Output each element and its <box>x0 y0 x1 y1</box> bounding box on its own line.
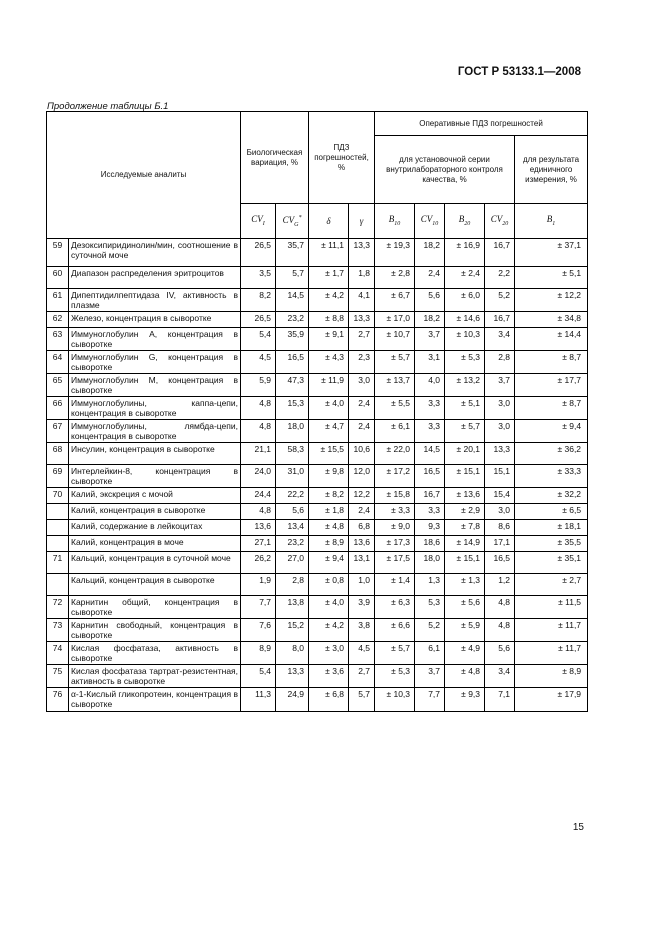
b1-value: ± 32,2 <box>515 488 588 504</box>
cv10-value: 18,2 <box>415 239 445 267</box>
cv20-value: 17,1 <box>485 536 515 552</box>
cvg-value: 22,2 <box>276 488 309 504</box>
gamma-symbol: γ <box>349 204 375 239</box>
cvg-value: 35,9 <box>276 328 309 351</box>
b20-value: ± 10,3 <box>445 328 485 351</box>
cv20-value: 3,0 <box>485 504 515 520</box>
b10-value: ± 10,7 <box>375 328 415 351</box>
cv10-value: 3,3 <box>415 397 445 420</box>
b10-value: ± 1,4 <box>375 574 415 596</box>
cv20-value: 8,6 <box>485 520 515 536</box>
analyte-name: Калий, содержание в лейкоцитах <box>69 520 241 536</box>
b20-value: ± 2,9 <box>445 504 485 520</box>
page-number: 15 <box>572 822 584 833</box>
delta-value: ± 4,8 <box>309 520 349 536</box>
analyte-name: Дезоксипиридинолин/мин, соотношение в суточной моче <box>69 239 241 267</box>
gamma-value: 10,6 <box>349 443 375 465</box>
cv20-value: 5,2 <box>485 289 515 312</box>
cv20-value: 2,2 <box>485 267 515 289</box>
cvi-value: 4,8 <box>241 397 276 420</box>
cvg-value: 24,9 <box>276 688 309 712</box>
gamma-value: 2,3 <box>349 351 375 374</box>
delta-value: ± 1,7 <box>309 267 349 289</box>
b10-value: ± 6,6 <box>375 619 415 642</box>
analyte-name: Интерлейкин-8, концентрация в сыворотке <box>69 465 241 488</box>
b1-value: ± 35,5 <box>515 536 588 552</box>
table-row <box>47 596 588 619</box>
cvg-value: 47,3 <box>276 374 309 397</box>
row-number: 66 <box>47 397 69 420</box>
b20-value: ± 5,1 <box>445 397 485 420</box>
b20-value: ± 5,9 <box>445 619 485 642</box>
row-number: 61 <box>47 289 69 312</box>
cv10-value: 5,6 <box>415 289 445 312</box>
gamma-value: 2,4 <box>349 420 375 443</box>
cv20-value: 7,1 <box>485 688 515 712</box>
table-row <box>47 351 588 374</box>
table-row <box>47 504 588 520</box>
table-row <box>47 642 588 665</box>
b20-value: ± 7,8 <box>445 520 485 536</box>
cv10-value: 16,5 <box>415 465 445 488</box>
cvg-value: 23,2 <box>276 536 309 552</box>
row-number: 71 <box>47 552 69 574</box>
cv20-value: 16,7 <box>485 239 515 267</box>
table-body <box>47 239 588 712</box>
cvi-value: 7,7 <box>241 596 276 619</box>
b10-value: ± 3,3 <box>375 504 415 520</box>
cv10-value: 4,0 <box>415 374 445 397</box>
b10-value: ± 9,0 <box>375 520 415 536</box>
b10-value: ± 5,7 <box>375 642 415 665</box>
delta-symbol: δ <box>309 204 349 239</box>
analyte-name: Кислая фосфатаза, активность в сыворотке <box>69 642 241 665</box>
gamma-value: 5,7 <box>349 688 375 712</box>
row-number: 72 <box>47 596 69 619</box>
cv10-value: 6,1 <box>415 642 445 665</box>
b20-value: ± 5,7 <box>445 420 485 443</box>
cvg-value: 27,0 <box>276 552 309 574</box>
analyte-name: Калий, концентрация в сыворотке <box>69 504 241 520</box>
row-number: 67 <box>47 420 69 443</box>
table-header <box>47 112 588 239</box>
cvg-value: 13,8 <box>276 596 309 619</box>
operative-header: Оперативные ПДЗ погрешностей <box>375 112 588 136</box>
table-row <box>47 289 588 312</box>
gamma-value: 3,9 <box>349 596 375 619</box>
b10-value: ± 13,7 <box>375 374 415 397</box>
b10-value: ± 17,2 <box>375 465 415 488</box>
cv20-value: 3,4 <box>485 665 515 688</box>
b1-value: ± 17,7 <box>515 374 588 397</box>
delta-value: ± 0,8 <box>309 574 349 596</box>
b1-value: ± 6,5 <box>515 504 588 520</box>
gamma-value: 12,0 <box>349 465 375 488</box>
cvi-value: 4,8 <box>241 420 276 443</box>
table-row <box>47 420 588 443</box>
delta-value: ± 4,0 <box>309 596 349 619</box>
analyte-name: Железо, концентрация в сыворотке <box>69 312 241 328</box>
delta-value: ± 15,5 <box>309 443 349 465</box>
cvg-value: 58,3 <box>276 443 309 465</box>
cv20-value: 5,6 <box>485 642 515 665</box>
delta-value: ± 4,7 <box>309 420 349 443</box>
analyte-name: α-1-Кислый гликопротеин, концентрация в сыворотке <box>69 688 241 712</box>
row-number: 65 <box>47 374 69 397</box>
table-row <box>47 574 588 596</box>
b10-value: ± 17,0 <box>375 312 415 328</box>
delta-value: ± 4,2 <box>309 619 349 642</box>
table-row <box>47 239 588 267</box>
pdz-header: ПДЗ погрешностей, % <box>309 112 375 204</box>
gamma-value: 4,1 <box>349 289 375 312</box>
row-number: 76 <box>47 688 69 712</box>
cvg-value: 16,5 <box>276 351 309 374</box>
table-row <box>47 536 588 552</box>
data-table <box>46 111 588 712</box>
b1-value: ± 34,8 <box>515 312 588 328</box>
analyte-name: Дипептидилпептидаза IV, активность в плазме <box>69 289 241 312</box>
cvg-value: 8,0 <box>276 642 309 665</box>
delta-value: ± 6,8 <box>309 688 349 712</box>
table-row <box>47 465 588 488</box>
cvg-value: 13,4 <box>276 520 309 536</box>
analyte-name: Калий, экскреция с мочой <box>69 488 241 504</box>
b1-value: ± 14,4 <box>515 328 588 351</box>
table-row <box>47 312 588 328</box>
cv20-value: 15,1 <box>485 465 515 488</box>
b1-value: ± 11,5 <box>515 596 588 619</box>
cv10-value: 3,1 <box>415 351 445 374</box>
gamma-value: 3,0 <box>349 374 375 397</box>
cv10-value: 5,2 <box>415 619 445 642</box>
analytes-header: Исследуемые аналиты <box>47 112 241 239</box>
cv20-value: 4,8 <box>485 596 515 619</box>
b1-value: ± 18,1 <box>515 520 588 536</box>
b1-value: ± 35,1 <box>515 552 588 574</box>
analyte-name: Карнитин общий, концентрация в сыворотке <box>69 596 241 619</box>
cv20-value: 16,7 <box>485 312 515 328</box>
cv10-value: 9,3 <box>415 520 445 536</box>
b20-value: ± 16,9 <box>445 239 485 267</box>
b10-value: ± 17,3 <box>375 536 415 552</box>
b20-value: ± 13,6 <box>445 488 485 504</box>
delta-value: ± 4,2 <box>309 289 349 312</box>
cvi-value: 4,8 <box>241 504 276 520</box>
row-number: 63 <box>47 328 69 351</box>
cv20-value: 3,0 <box>485 420 515 443</box>
cv20-value: 15,4 <box>485 488 515 504</box>
cv20-symbol: $CV_{20}$ <box>485 204 515 239</box>
table-row <box>47 688 588 712</box>
cv10-value: 1,3 <box>415 574 445 596</box>
cv10-value: 5,3 <box>415 596 445 619</box>
cvi-value: 5,9 <box>241 374 276 397</box>
cv20-value: 3,4 <box>485 328 515 351</box>
analyte-name: Карнитин свободный, концентрация в сыворотке <box>69 619 241 642</box>
table-row <box>47 397 588 420</box>
b10-value: ± 6,7 <box>375 289 415 312</box>
cvi-value: 26,2 <box>241 552 276 574</box>
cvg-value: 13,3 <box>276 665 309 688</box>
cv10-value: 18,2 <box>415 312 445 328</box>
gamma-value: 2,7 <box>349 328 375 351</box>
cv10-value: 18,0 <box>415 552 445 574</box>
cv10-symbol: $CV_{10}$ <box>415 204 445 239</box>
cv10-value: 3,3 <box>415 420 445 443</box>
cvg-value: 18,0 <box>276 420 309 443</box>
cvi-value: 26,5 <box>241 239 276 267</box>
b1-value: ± 17,9 <box>515 688 588 712</box>
cv10-value: 18,6 <box>415 536 445 552</box>
b20-value: ± 13,2 <box>445 374 485 397</box>
cv20-value: 3,0 <box>485 397 515 420</box>
gamma-value: 6,8 <box>349 520 375 536</box>
series-header: для установочной серии внутрилабораторного контроля качества, % <box>375 136 515 204</box>
cv20-value: 13,3 <box>485 443 515 465</box>
cvi-value: 11,3 <box>241 688 276 712</box>
b10-value: ± 5,7 <box>375 351 415 374</box>
table-row <box>47 488 588 504</box>
b20-value: ± 5,3 <box>445 351 485 374</box>
gamma-value: 13,1 <box>349 552 375 574</box>
b10-value: ± 10,3 <box>375 688 415 712</box>
delta-value: ± 3,6 <box>309 665 349 688</box>
cv10-value: 2,4 <box>415 267 445 289</box>
row-number <box>47 520 69 536</box>
b20-value: ± 14,9 <box>445 536 485 552</box>
b20-symbol: $B_{20}$ <box>445 204 485 239</box>
cvi-value: 24,4 <box>241 488 276 504</box>
cv10-value: 3,7 <box>415 665 445 688</box>
row-number: 62 <box>47 312 69 328</box>
delta-value: ± 9,4 <box>309 552 349 574</box>
b1-value: ± 8,9 <box>515 665 588 688</box>
cvi-value: 8,9 <box>241 642 276 665</box>
cvg-value: 5,7 <box>276 267 309 289</box>
cvi-value: 1,9 <box>241 574 276 596</box>
b10-value: ± 19,3 <box>375 239 415 267</box>
gamma-value: 1,0 <box>349 574 375 596</box>
b1-value: ± 8,7 <box>515 351 588 374</box>
table-row <box>47 267 588 289</box>
b20-value: ± 15,1 <box>445 465 485 488</box>
gamma-value: 13,6 <box>349 536 375 552</box>
cv10-value: 7,7 <box>415 688 445 712</box>
cv20-value: 4,8 <box>485 619 515 642</box>
delta-value: ± 8,8 <box>309 312 349 328</box>
b20-value: ± 20,1 <box>445 443 485 465</box>
b1-value: ± 11,7 <box>515 619 588 642</box>
b10-value: ± 5,3 <box>375 665 415 688</box>
table-caption: Продолжение таблицы Б.1 <box>47 101 169 112</box>
cvi-value: 5,4 <box>241 328 276 351</box>
b1-value: ± 8,7 <box>515 397 588 420</box>
analyte-name: Иммуноглобулин А, концентрация в сыворотке <box>69 328 241 351</box>
row-number: 75 <box>47 665 69 688</box>
cvi-symbol: $CV_I$ <box>241 204 276 239</box>
table-row <box>47 520 588 536</box>
b20-value: ± 6,0 <box>445 289 485 312</box>
delta-value: ± 11,9 <box>309 374 349 397</box>
single-header: для результата единичного измерения, % <box>515 136 588 204</box>
b20-value: ± 15,1 <box>445 552 485 574</box>
b10-value: ± 17,5 <box>375 552 415 574</box>
row-number: 60 <box>47 267 69 289</box>
b20-value: ± 5,6 <box>445 596 485 619</box>
standard-header: ГОСТ Р 53133.1—2008 <box>457 66 581 78</box>
b20-value: ± 4,8 <box>445 665 485 688</box>
bio-variation-header: Биологическая вариация, % <box>241 112 309 204</box>
table-row <box>47 552 588 574</box>
cvi-value: 21,1 <box>241 443 276 465</box>
b1-symbol: $B_1$ <box>515 204 588 239</box>
b20-value: ± 1,3 <box>445 574 485 596</box>
b20-value: ± 2,4 <box>445 267 485 289</box>
analyte-name: Иммуноглобулины, лямбда-цепи, концентрация в сыворотке <box>69 420 241 443</box>
cvg-value: 23,2 <box>276 312 309 328</box>
cv10-value: 3,7 <box>415 328 445 351</box>
gamma-value: 3,8 <box>349 619 375 642</box>
cv10-value: 14,5 <box>415 443 445 465</box>
delta-value: ± 3,0 <box>309 642 349 665</box>
b10-value: ± 15,8 <box>375 488 415 504</box>
b1-value: ± 33,3 <box>515 465 588 488</box>
delta-value: ± 8,2 <box>309 488 349 504</box>
cv10-value: 3,3 <box>415 504 445 520</box>
cvi-value: 8,2 <box>241 289 276 312</box>
delta-value: ± 9,1 <box>309 328 349 351</box>
b1-value: ± 5,1 <box>515 267 588 289</box>
cvg-value: 15,3 <box>276 397 309 420</box>
gamma-value: 2,7 <box>349 665 375 688</box>
gamma-value: 13,3 <box>349 312 375 328</box>
analyte-name: Кальций, концентрация в сыворотке <box>69 574 241 596</box>
cv20-value: 16,5 <box>485 552 515 574</box>
cvg-value: 31,0 <box>276 465 309 488</box>
row-number: 70 <box>47 488 69 504</box>
b1-value: ± 9,4 <box>515 420 588 443</box>
analyte-name: Кальций, концентрация в суточной моче <box>69 552 241 574</box>
cvg-value: 2,8 <box>276 574 309 596</box>
row-number: 68 <box>47 443 69 465</box>
cv20-value: 1,2 <box>485 574 515 596</box>
analyte-name: Калий, концентрация в моче <box>69 536 241 552</box>
cvi-value: 27,1 <box>241 536 276 552</box>
gamma-value: 2,4 <box>349 504 375 520</box>
b20-value: ± 4,9 <box>445 642 485 665</box>
b20-value: ± 14,6 <box>445 312 485 328</box>
cvg-value: 14,5 <box>276 289 309 312</box>
cvi-value: 5,4 <box>241 665 276 688</box>
b1-value: ± 12,2 <box>515 289 588 312</box>
table-row <box>47 443 588 465</box>
b10-symbol: $B_{10}$ <box>375 204 415 239</box>
row-number: 74 <box>47 642 69 665</box>
analyte-name: Диапазон распределения эритроцитов <box>69 267 241 289</box>
delta-value: ± 9,8 <box>309 465 349 488</box>
cv20-value: 3,7 <box>485 374 515 397</box>
cvg-value: 5,6 <box>276 504 309 520</box>
b1-value: ± 11,7 <box>515 642 588 665</box>
gamma-value: 2,4 <box>349 397 375 420</box>
analyte-name: Кислая фосфатаза тартрат-резистентная, активность в сыворотке <box>69 665 241 688</box>
row-number: 73 <box>47 619 69 642</box>
cv20-value: 2,8 <box>485 351 515 374</box>
b10-value: ± 22,0 <box>375 443 415 465</box>
cvg-value: 15,2 <box>276 619 309 642</box>
gamma-value: 12,2 <box>349 488 375 504</box>
row-number: 69 <box>47 465 69 488</box>
gamma-value: 1,8 <box>349 267 375 289</box>
b1-value: ± 2,7 <box>515 574 588 596</box>
delta-value: ± 4,3 <box>309 351 349 374</box>
delta-value: ± 8,9 <box>309 536 349 552</box>
gamma-value: 4,5 <box>349 642 375 665</box>
row-number <box>47 536 69 552</box>
table-row <box>47 665 588 688</box>
table-row <box>47 328 588 351</box>
gamma-value: 13,3 <box>349 239 375 267</box>
b10-value: ± 2,8 <box>375 267 415 289</box>
cvi-value: 24,0 <box>241 465 276 488</box>
cvi-value: 3,5 <box>241 267 276 289</box>
delta-value: ± 4,0 <box>309 397 349 420</box>
cvg-value: 35,7 <box>276 239 309 267</box>
b20-value: ± 9,3 <box>445 688 485 712</box>
cvi-value: 4,5 <box>241 351 276 374</box>
analyte-name: Инсулин, концентрация в сыворотке <box>69 443 241 465</box>
analyte-name: Иммуноглобулин М, концентрация в сыворотке <box>69 374 241 397</box>
row-number: 59 <box>47 239 69 267</box>
delta-value: ± 11,1 <box>309 239 349 267</box>
row-number <box>47 504 69 520</box>
row-number: 64 <box>47 351 69 374</box>
b10-value: ± 6,3 <box>375 596 415 619</box>
table-row <box>47 619 588 642</box>
cv10-value: 16,7 <box>415 488 445 504</box>
row-number <box>47 574 69 596</box>
b10-value: ± 5,5 <box>375 397 415 420</box>
cvi-value: 13,6 <box>241 520 276 536</box>
b1-value: ± 37,1 <box>515 239 588 267</box>
analyte-name: Иммуноглобулин G, концентрация в сыворотке <box>69 351 241 374</box>
cvi-value: 7,6 <box>241 619 276 642</box>
delta-value: ± 1,8 <box>309 504 349 520</box>
table-row <box>47 374 588 397</box>
b10-value: ± 6,1 <box>375 420 415 443</box>
cvg-symbol: $CV_G^*$ <box>276 204 309 239</box>
b1-value: ± 36,2 <box>515 443 588 465</box>
cvi-value: 26,5 <box>241 312 276 328</box>
analyte-name: Иммуноглобулины, каппа-цепи, концентрация в сыворотке <box>69 397 241 420</box>
